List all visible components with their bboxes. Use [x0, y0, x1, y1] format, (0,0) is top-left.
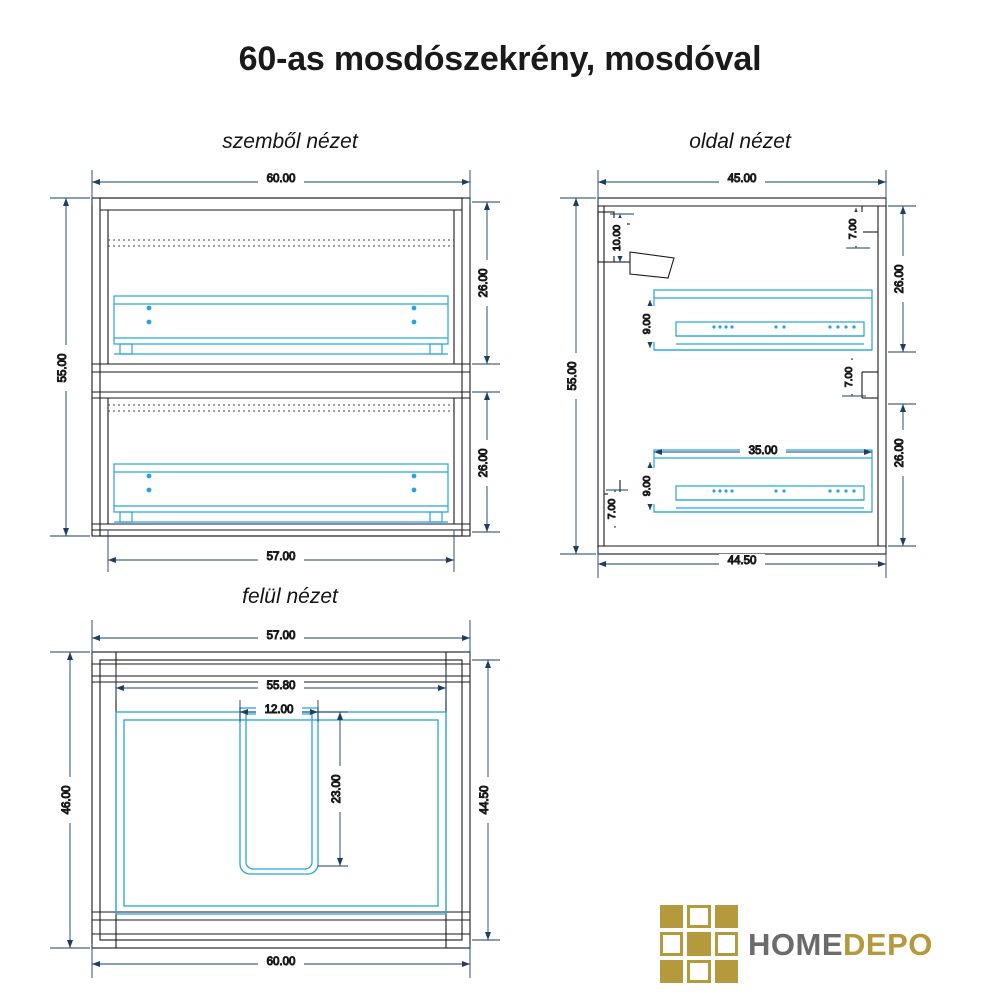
- dim-top-width-outer: 60.00: [266, 956, 296, 968]
- dim-side-depth-bottom: 44.50: [727, 555, 757, 567]
- view-label-top: felül nézet: [242, 585, 338, 608]
- logo-text-depo: DEPO: [843, 926, 933, 962]
- brand-logo: [660, 905, 933, 983]
- dim-top-depth-inner: 44.50: [479, 785, 491, 815]
- dim-front-drawer-lower: 26.00: [478, 448, 490, 478]
- logo-cell: [715, 905, 738, 928]
- dim-side-offset-d: 7.00: [843, 366, 855, 388]
- view-label-front: szemből nézet: [222, 130, 358, 153]
- logo-cell: [687, 960, 710, 983]
- logo-text-home: HOME: [748, 926, 843, 962]
- dim-side-offset-c: 9.00: [641, 313, 653, 335]
- page-title: 60-as mosdószekrény, mosdóval: [238, 40, 762, 78]
- dim-side-drawer-lower: 26.00: [894, 438, 906, 468]
- dim-side-depth-top: 45.00: [727, 173, 757, 185]
- dim-front-height-total: 55.00: [57, 353, 69, 383]
- side-view-group: [560, 170, 916, 578]
- dim-side-drawer-upper: 26.00: [894, 264, 906, 294]
- logo-cell: [687, 905, 710, 928]
- dim-top-basin-width: 55.80: [266, 680, 296, 692]
- dim-top-depth-outer: 46.00: [61, 785, 73, 815]
- dim-front-width-outer: 60.00: [266, 173, 296, 185]
- logo-grid-icon: [660, 905, 738, 983]
- dim-side-height-total: 55.00: [567, 361, 579, 391]
- logo-cell: [715, 932, 738, 955]
- front-view-group: [50, 170, 500, 572]
- dim-side-offset-b: 7.00: [847, 218, 859, 240]
- dim-front-width-inner: 57.00: [266, 551, 296, 563]
- top-view-group: [50, 620, 500, 978]
- logo-cell: [660, 932, 683, 955]
- logo-cell: [715, 960, 738, 983]
- view-label-side: oldal nézet: [689, 130, 791, 153]
- logo-cell: [660, 905, 683, 928]
- dim-side-offset-e: 9.00: [641, 475, 653, 497]
- logo-cell: [687, 932, 710, 955]
- dim-top-width-inner: 57.00: [266, 630, 296, 642]
- dim-front-drawer-upper: 26.00: [478, 268, 490, 298]
- dim-side-offset-a: 10.00: [611, 224, 623, 252]
- dim-top-cutout-width: 12.00: [264, 704, 294, 716]
- logo-wordmark: [748, 926, 933, 962]
- logo-cell: [660, 960, 683, 983]
- dim-side-rail-length: 35.00: [748, 445, 778, 457]
- dim-side-offset-f: 7.00: [606, 498, 618, 520]
- dim-top-cutout-depth: 23.00: [331, 774, 343, 804]
